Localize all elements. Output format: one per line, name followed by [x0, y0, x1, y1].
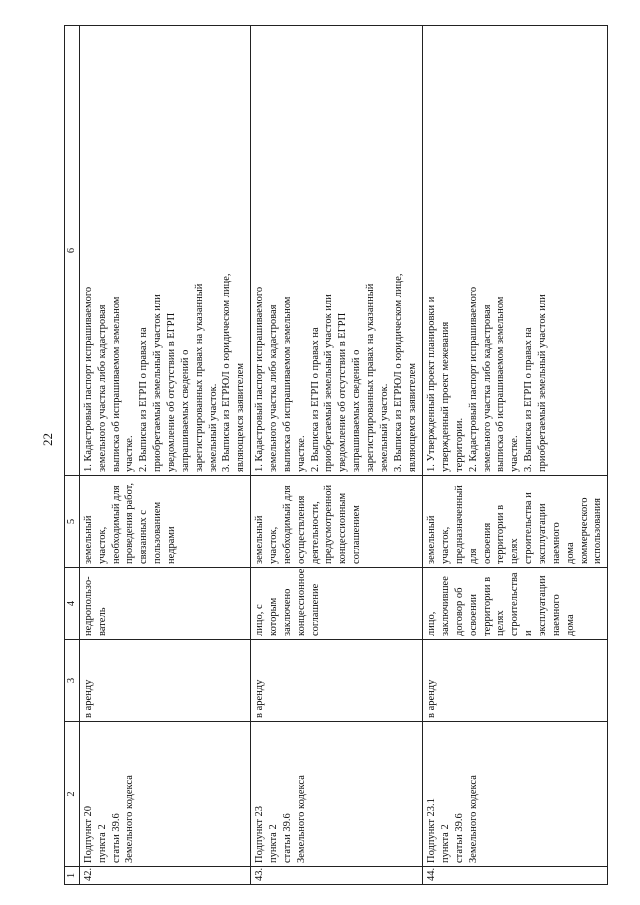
basis-line: пункта 2 — [440, 824, 452, 863]
plot-line: целях строительства и — [509, 492, 535, 564]
docs-line: зарегистрированных правах на указанный — [365, 283, 377, 472]
header-col-6: 6 — [65, 26, 80, 476]
plot-line: использования — [592, 498, 604, 564]
applicant-cell — [251, 568, 423, 640]
docs-line: земельный участок. — [378, 383, 390, 472]
docs-line: выписка об испрашиваемом земельном — [495, 296, 507, 472]
basis-line: статьи 39.6 — [281, 813, 293, 863]
plot-line: необходимый для — [281, 485, 293, 564]
applicant-line: строительства и — [509, 572, 535, 636]
docs-line: 3. Выписка из ЕГРЮЛ о юридическом лице, — [221, 273, 233, 472]
basis-line: Земельного кодекса — [295, 775, 307, 863]
applicant-line: соглашение — [309, 583, 321, 636]
table-row — [423, 26, 608, 885]
documents-cell — [79, 26, 250, 476]
land-rights-table — [64, 25, 608, 885]
docs-line: 2. Выписка из ЕГРП о правах на — [138, 327, 150, 472]
docs-line: 1. Кадастровый паспорт испрашиваемого — [254, 286, 266, 472]
plot-line: дома коммерческого — [564, 497, 590, 564]
applicant-line: территории в — [481, 576, 493, 636]
docs-line: территории. — [453, 417, 465, 472]
plot-line: необходимый для — [110, 485, 122, 564]
plot-line: эксплуатации наемного — [537, 503, 562, 564]
plot-line: земельный участок, — [426, 515, 452, 564]
plot-line: освоения территории в — [481, 504, 507, 564]
plot-line: концессионным — [337, 492, 349, 564]
applicant-line: ватель — [96, 607, 108, 636]
applicant-line: целях — [495, 610, 507, 636]
docs-line: приобретаемый земельный участок или — [152, 294, 164, 472]
plot-line: деятельности, — [309, 501, 321, 564]
land-plot-cell — [79, 476, 250, 568]
plot-line: пользованием недрами — [152, 501, 178, 564]
basis-line: пункта 2 — [268, 824, 280, 863]
docs-line: земельный участок. — [207, 383, 219, 472]
docs-line: запрашиваемых сведений о — [179, 349, 191, 472]
applicant-cell — [423, 568, 608, 640]
docs-line: уведомление об отсутствии в ЕГРП — [166, 312, 178, 472]
docs-line: 2. Кадастровый паспорт испрашиваемого — [467, 286, 479, 472]
legal-basis-cell — [251, 722, 423, 867]
land-plot-cell — [423, 476, 608, 568]
docs-line: участке. — [509, 435, 521, 472]
rotated-table-container — [64, 25, 604, 885]
basis-line: статьи 39.6 — [110, 813, 122, 863]
docs-line: уведомление об отсутствии в ЕГРП — [337, 312, 349, 472]
docs-line: являющемся заявителем — [406, 362, 418, 472]
applicant-line: лицо, с которым — [254, 597, 280, 636]
applicant-line: наемного дома — [550, 594, 576, 636]
right-type-cell: в аренду — [251, 640, 423, 722]
legal-basis-cell — [423, 722, 608, 867]
plot-line: соглашением — [351, 505, 363, 564]
plot-line: предназначенный для — [453, 485, 479, 564]
page-number: 22 — [40, 433, 55, 446]
table-body — [79, 26, 607, 885]
applicant-line: недропользо- — [82, 576, 94, 636]
basis-line: Подпункт 20 — [82, 805, 94, 863]
table-row — [79, 26, 250, 885]
docs-line: земельного участка либо кадастровая — [96, 304, 108, 472]
row-number-cell: 43. — [251, 867, 423, 885]
header-col-1: 1 — [65, 867, 80, 885]
docs-line: земельного участка либо кадастровая — [268, 304, 280, 472]
land-plot-cell — [251, 476, 423, 568]
header-col-2: 2 — [65, 722, 80, 867]
basis-line: пункта 2 — [96, 824, 108, 863]
applicant-line: заключено — [281, 588, 293, 636]
documents-cell — [251, 26, 423, 476]
docs-line: выписка об испрашиваемом земельном — [110, 296, 122, 472]
applicant-cell — [79, 568, 250, 640]
plot-line: предусмотренной — [323, 484, 335, 564]
docs-line: 3. Выписка из ЕГРП о правах на — [523, 327, 535, 472]
docs-line: земельного участка либо кадастровая — [481, 304, 493, 472]
docs-line: 3. Выписка из ЕГРЮЛ о юридическом лице, — [392, 273, 404, 472]
row-number-cell: 42. — [79, 867, 250, 885]
basis-line: Земельного кодекса — [124, 775, 136, 863]
documents-cell — [423, 26, 608, 476]
docs-line: выписка об испрашиваемом земельном — [281, 296, 293, 472]
plot-line: связанных с — [138, 510, 150, 564]
header-col-5: 5 — [65, 476, 80, 568]
legal-basis-cell — [79, 722, 250, 867]
docs-line: приобретаемый земельный участок или — [323, 294, 335, 472]
row-number-cell: 44. — [423, 867, 608, 885]
right-type-cell: в аренду — [423, 640, 608, 722]
header-col-3: 3 — [65, 640, 80, 722]
docs-line: участке. — [124, 435, 136, 472]
docs-line: приобретаемый земельный участок или — [537, 294, 549, 472]
right-type-cell: в аренду — [79, 640, 250, 722]
docs-line: являющемся заявителем — [235, 362, 247, 472]
docs-line: 1. Утвержденный проект планировки и — [426, 296, 438, 472]
plot-line: земельный участок, — [254, 515, 280, 564]
applicant-line: лицо, — [426, 611, 438, 636]
docs-line: зарегистрированных правах на указанный — [193, 283, 205, 472]
table-row — [251, 26, 423, 885]
docs-line: участке. — [295, 435, 307, 472]
docs-line: утвержденный проект межевания — [440, 321, 452, 472]
header-col-4: 4 — [65, 568, 80, 640]
applicant-line: эксплуатации — [537, 575, 549, 636]
plot-line: проведения работ, — [124, 482, 136, 564]
plot-line: земельный участок, — [82, 515, 108, 564]
applicant-line: заключившее — [440, 576, 452, 636]
docs-line: 1. Кадастровый паспорт испрашиваемого — [82, 286, 94, 472]
docs-line: запрашиваемых сведений о — [351, 349, 363, 472]
basis-line: статьи 39.6 — [453, 813, 465, 863]
applicant-line: договор об — [453, 587, 465, 636]
docs-line: 2. Выписка из ЕГРП о правах на — [309, 327, 321, 472]
table-header-row — [65, 26, 80, 885]
applicant-line: концессионное — [295, 568, 307, 636]
applicant-line: освоении — [467, 594, 479, 636]
basis-line: Подпункт 23.1 — [426, 798, 438, 863]
basis-line: Земельного кодекса — [467, 775, 479, 863]
plot-line: осуществления — [295, 495, 307, 564]
basis-line: Подпункт 23 — [254, 805, 266, 863]
